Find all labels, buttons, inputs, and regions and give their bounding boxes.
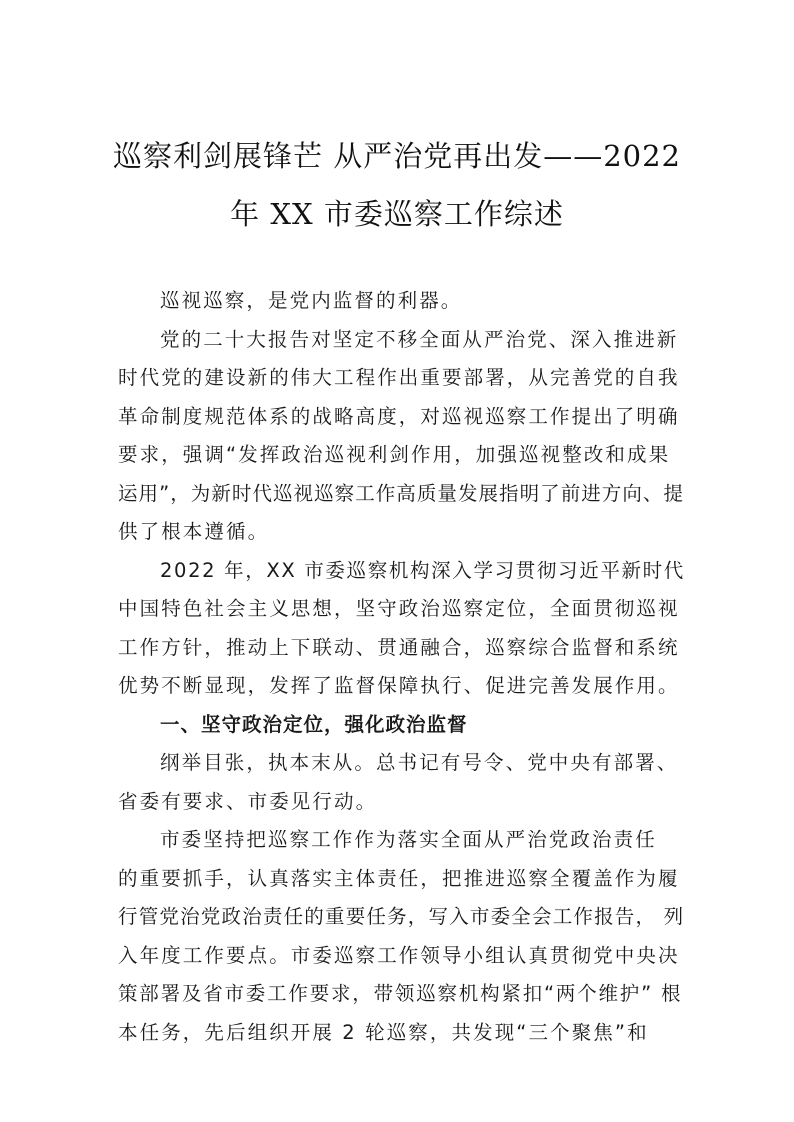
paragraph-line: 革命制度规范体系的战略高度，对巡视巡察工作提出了明确 [118,404,680,428]
paragraph-line: 入年度工作要点。市委巡察工作领导小组认真贯彻党中央决 [118,943,680,967]
paragraph-line: 要求，强调“发挥政治巡视利剑作用，加强巡视整改和成果 [118,443,671,466]
paragraph-line: 省委有要求、市委见行动。 [118,789,378,813]
paragraph-line: 供了根本遵循。 [118,520,270,543]
paragraph-line: 市委坚持把巡察工作作为落实全面从严治党政治责任 [160,828,657,851]
paragraph-line: 巡视巡察，是党内监督的利器。 [160,289,463,312]
paragraph-line: 中国特色社会主义思想，坚守政治巡察定位，全面贯彻巡视 [118,597,680,620]
paragraph-line: 运用”，为新时代巡视巡察工作高质量发展指明了前进方向、提 [118,481,685,505]
paragraph-line: 本任务，先后组织开展 2 轮巡察，共发现“三个聚焦”和 [118,1020,649,1044]
paragraph-line: 策部署及省市委工作要求，带领巡察机构紧扣“两个维护” 根 [118,982,683,1005]
paragraph-line: 行管党治党政治责任的重要任务，写入市委全会工作报告， 列 [118,905,685,928]
document-title-line-1: 巡察利剑展锋芒 从严治党再出发——2022 [112,139,682,173]
paragraph-line: 时代党的建设新的伟大工程作出重要部署，从完善党的自我 [118,366,680,389]
document-body [118,282,686,1052]
paragraph-line: 工作方针，推动上下联动、贯通融合，巡察综合监督和系统 [118,635,680,659]
paragraph-line: 的重要抓手，认真落实主体责任，把推进巡察全覆盖作为履 [118,866,680,890]
paragraph-line: 纲举目张，执本末从。总书记有号令、党中央有部署、 [160,751,679,774]
section-heading: 一、坚守政治定位，强化政治监督 [160,712,468,736]
paragraph-line: 2022 年，XX 市委巡察机构深入学习贯彻习近平新时代 [160,558,685,582]
document-title-line-2: 年 XX 市委巡察工作综述 [230,197,564,231]
paragraph-line: 党的二十大报告对坚定不移全面从严治党、深入推进新 [160,327,679,351]
paragraph-line: 优势不断显现，发挥了监督保障执行、促进完善发展作用。 [118,674,680,697]
